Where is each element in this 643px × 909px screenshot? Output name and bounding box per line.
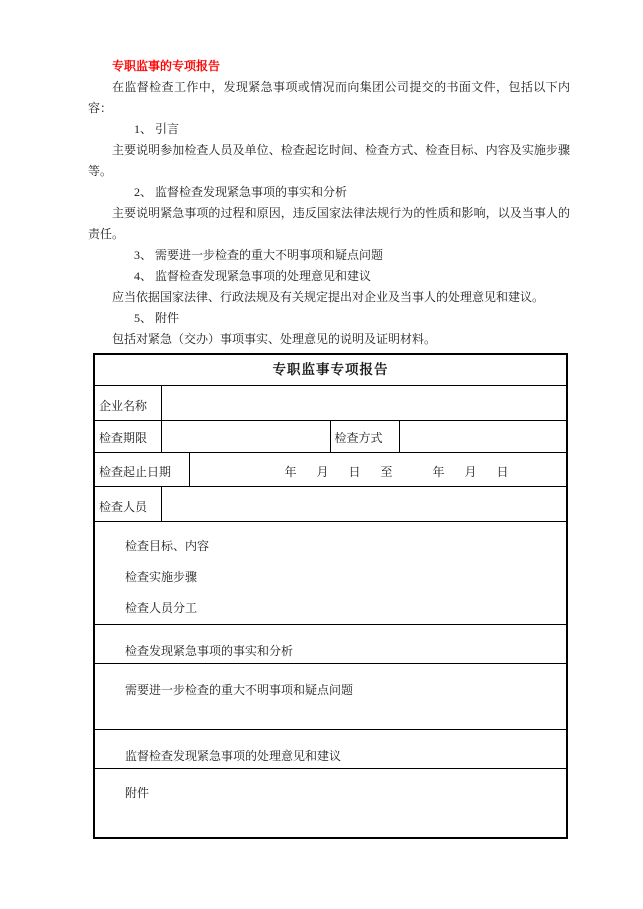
- body-paragraph: 主要说明紧急事项的过程和原因，违反国家法律法规行为的性质和影响，以及当事人的责任。: [88, 206, 570, 241]
- document-heading: 专职监事的专项报告: [112, 59, 221, 73]
- body-paragraph: 包括对紧急（交办）事项事实、处理意见的说明及证明材料。: [112, 332, 437, 346]
- check-method-label: 检查方式: [330, 420, 399, 452]
- section-division-label: 检查人员分工: [125, 600, 198, 615]
- enterprise-name-label: 企业名称: [94, 385, 161, 420]
- enterprise-name-field[interactable]: [161, 385, 567, 420]
- check-period-label: 检查期限: [94, 420, 161, 452]
- report-form-table: [93, 353, 568, 839]
- check-staff-field[interactable]: [161, 486, 567, 521]
- body-paragraph: 主要说明参加检查人员及单位、检查起讫时间、检查方式、检查目标、内容及实施步骤等。: [88, 143, 570, 178]
- numbered-item: 2、 监督检查发现紧急事项的事实和分析: [134, 185, 348, 199]
- numbered-item: 1、 引言: [134, 122, 180, 136]
- section-facts-cell[interactable]: 检查发现紧急事项的事实和分析: [94, 624, 567, 663]
- check-dates-label: 检查起止日期: [94, 452, 189, 486]
- section-opinions-cell[interactable]: 监督检查发现紧急事项的处理意见和建议: [94, 729, 567, 768]
- check-staff-label: 检查人员: [94, 486, 161, 521]
- numbered-item: 5、 附件: [134, 311, 180, 325]
- form-title: 专职监事专项报告: [94, 354, 567, 385]
- check-method-field[interactable]: [399, 420, 567, 452]
- check-dates-field[interactable]: 年 月 日 至 年 月 日: [189, 452, 567, 486]
- body-paragraph: 应当依据国家法律、行政法规及有关规定提出对企业及当事人的处理意见和建议。: [112, 290, 545, 304]
- section-steps-label: 检查实施步骤: [125, 569, 198, 584]
- check-period-field[interactable]: [161, 420, 330, 452]
- section-plan-cell[interactable]: [94, 521, 567, 624]
- section-attachment-cell[interactable]: 附件: [94, 768, 567, 838]
- section-further-cell[interactable]: 需要进一步检查的重大不明事项和疑点问题: [94, 663, 567, 729]
- numbered-item: 3、 需要进一步检查的重大不明事项和疑点问题: [134, 248, 384, 262]
- numbered-item: 4、 监督检查发现紧急事项的处理意见和建议: [134, 269, 372, 283]
- section-goals-label: 检查目标、内容: [125, 538, 210, 553]
- body-paragraph: 在监督检查工作中，发现紧急事项或情况而向集团公司提交的书面文件，包括以下内容：: [88, 80, 570, 115]
